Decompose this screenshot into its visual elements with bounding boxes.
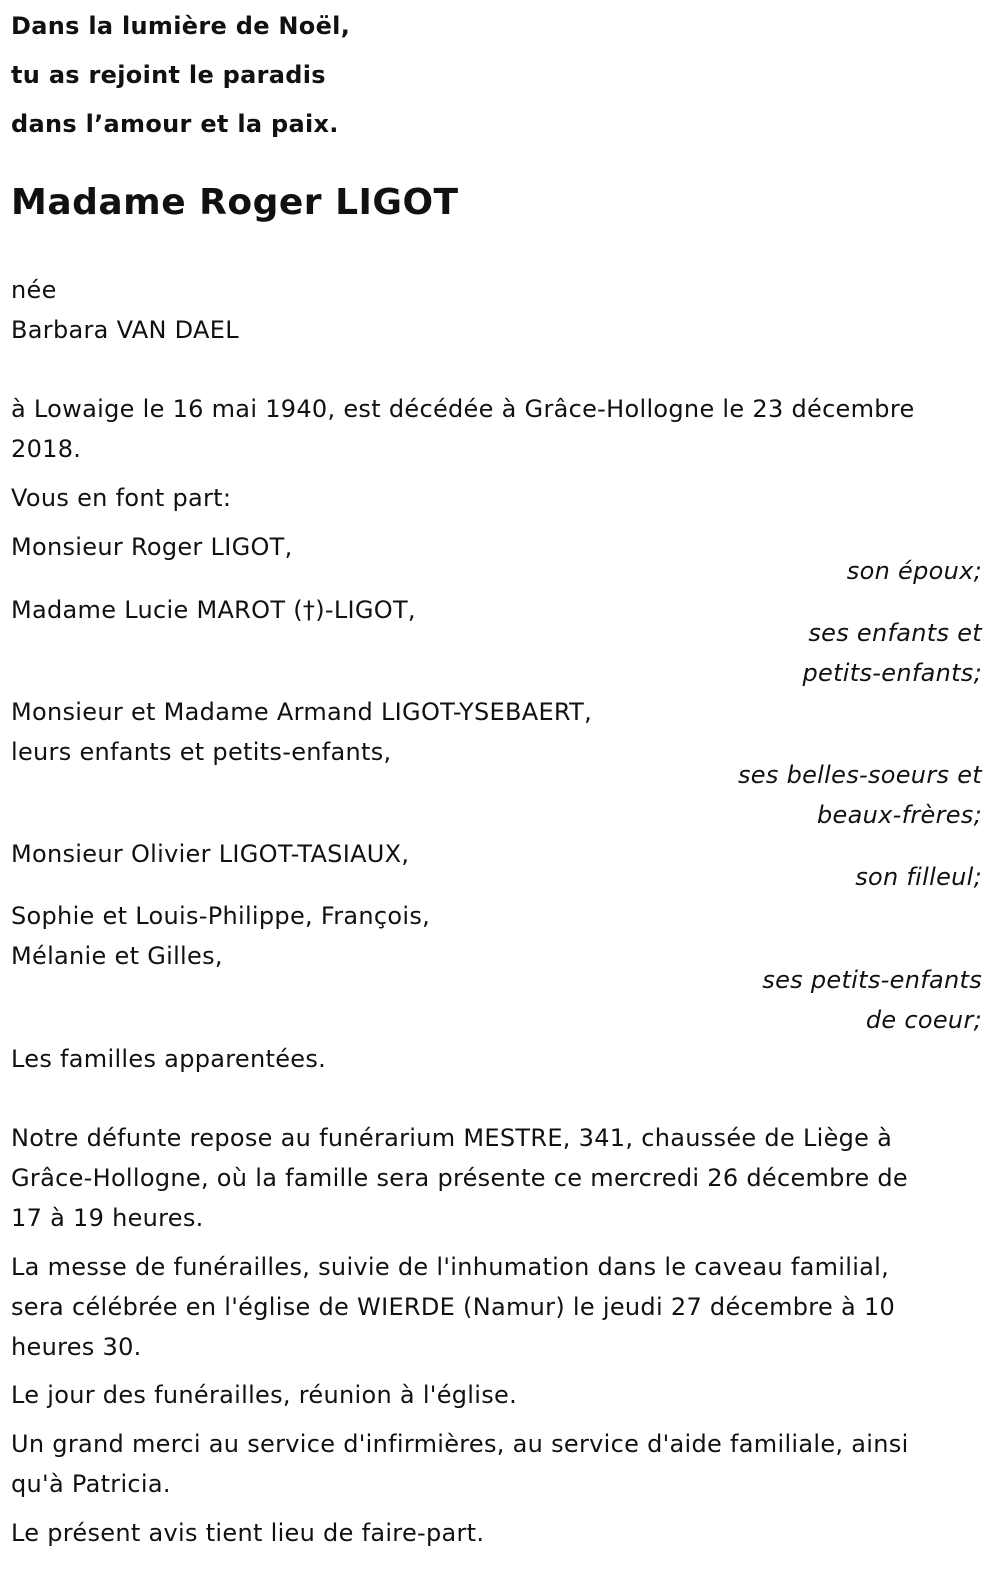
mass-line-2: sera célébrée en l'église de WIERDE (Namur) le jeudi 27 décembre à 10 (11, 1293, 896, 1321)
mass-line-3: heures 30. (11, 1333, 142, 1361)
announce-line: Vous en font part: (11, 484, 232, 512)
meeting-line: Le jour des funérailles, réunion à l'église. (11, 1381, 518, 1409)
thanks-line-2: qu'à Patricia. (11, 1470, 171, 1498)
birth-death-line-2: 2018. (11, 435, 82, 463)
family-3-relation-2: beaux-frères; (817, 801, 982, 829)
deceased-title: Madame Roger LIGOT (11, 182, 459, 223)
family-3-relation-1: ses belles-soeurs et (737, 761, 982, 789)
motto-line-1: Dans la lumière de Noël, (11, 12, 351, 40)
families-related: Les familles apparentées. (11, 1045, 327, 1073)
birth-death-line-1: à Lowaige le 16 mai 1940, est décédée à Grâce-Hollogne le 23 décembre (11, 395, 915, 423)
family-5-name-2: Mélanie et Gilles, (11, 942, 223, 970)
family-4-relation: son filleul; (855, 863, 982, 891)
motto-line-2: tu as rejoint le paradis (11, 61, 326, 89)
family-2-name: Madame Lucie MAROT (†)-LIGOT, (11, 596, 416, 624)
family-1-relation: son époux; (846, 557, 982, 585)
family-5-name-1: Sophie et Louis-Philippe, François, (11, 902, 431, 930)
funerarium-line-1: Notre défunte repose au funérarium MESTRE, 341, chaussée de Liège à (11, 1124, 893, 1152)
funerarium-line-2: Grâce-Hollogne, où la famille sera présente ce mercredi 26 décembre de (11, 1164, 908, 1192)
maiden-name: Barbara VAN DAEL (11, 316, 239, 344)
family-5-relation-2: de coeur; (865, 1006, 982, 1034)
family-3-name-1: Monsieur et Madame Armand LIGOT-YSEBAERT, (11, 698, 593, 726)
notice-line: Le présent avis tient lieu de faire-part. (11, 1519, 485, 1547)
funerarium-line-3: 17 à 19 heures. (11, 1204, 204, 1232)
family-1-name: Monsieur Roger LIGOT, (11, 533, 293, 561)
family-2-relation-1: ses enfants et (808, 619, 982, 647)
family-2-relation-2: petits-enfants; (802, 659, 982, 687)
born-label: née (11, 276, 57, 304)
thanks-line-1: Un grand merci au service d'infirmières, au service d'aide familiale, ainsi (11, 1430, 909, 1458)
mass-line-1: La messe de funérailles, suivie de l'inhumation dans le caveau familial, (11, 1253, 890, 1281)
motto-line-3: dans l’amour et la paix. (11, 110, 339, 138)
family-4-name: Monsieur Olivier LIGOT-TASIAUX, (11, 840, 410, 868)
family-3-name-2: leurs enfants et petits-enfants, (11, 738, 392, 766)
family-5-relation-1: ses petits-enfants (762, 966, 982, 994)
